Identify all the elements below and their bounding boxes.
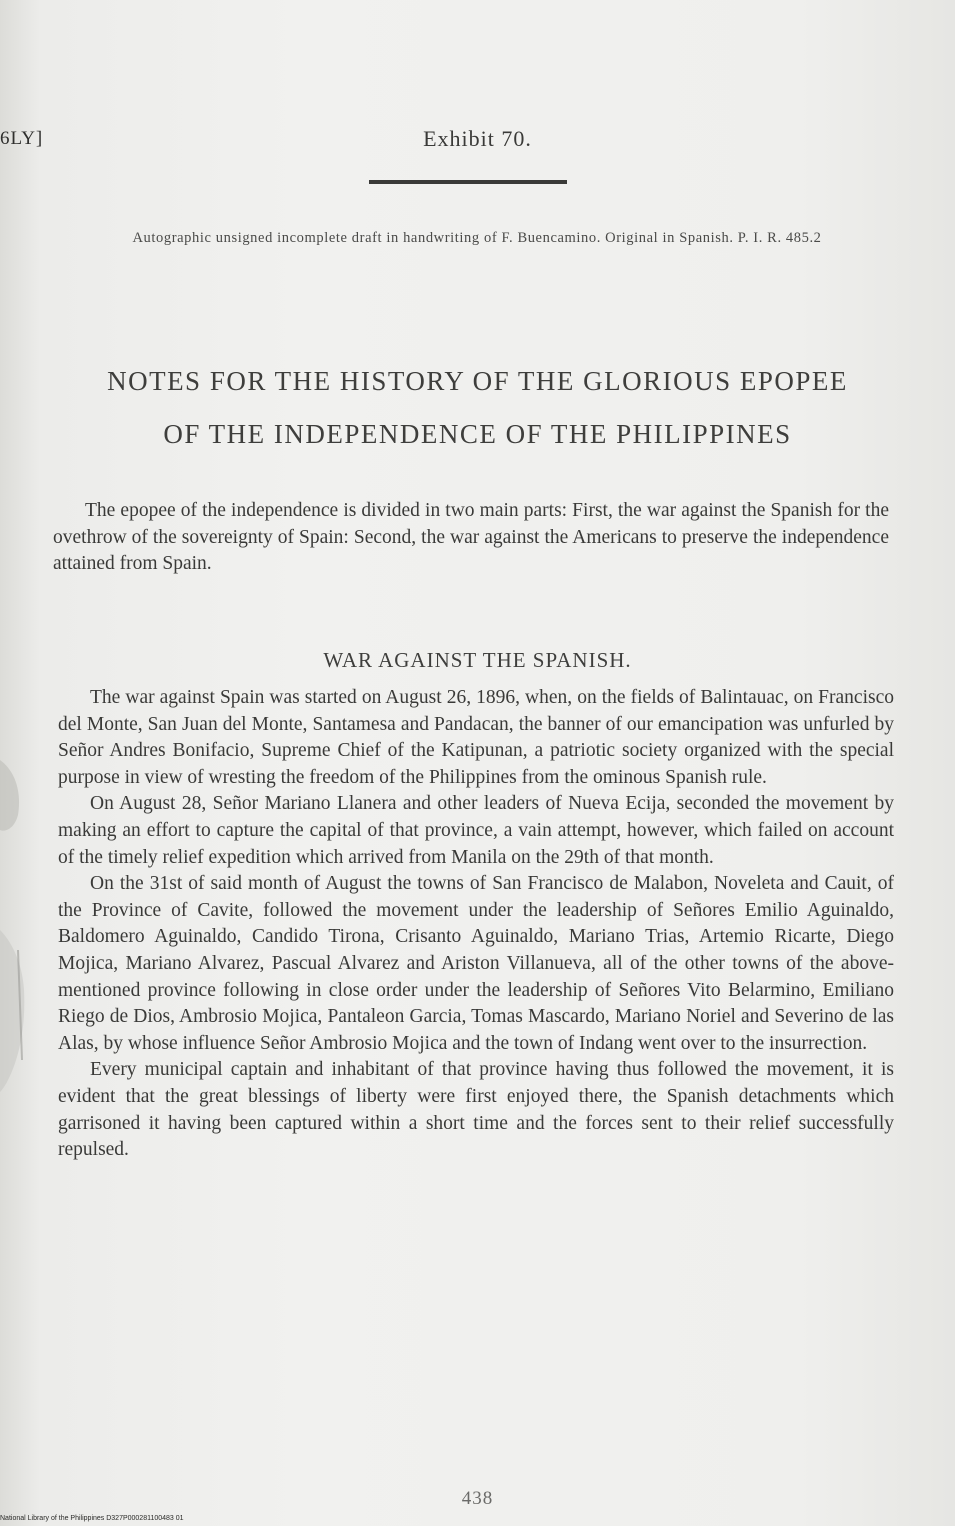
source-note: Autographic unsigned incomplete draft in handwriting of F. Buencamino. Original in Spanish. P. I. R. 485.2 xyxy=(132,230,822,246)
paragraph: On the 31st of said month of August the towns of San Francisco de Malabon, Noveleta and Cauit, of the Province of Cavite, followed the movement under the leadership of Señores Emilio Aguinaldo, Baldomero Aguinaldo, Candido Tirona, Crisanto Aguinaldo, Mariano Trias, Artemio Ricarte, Diego Mojica, Mariano Alvarez, Pascual Alvarez and Ariston Villanueva, all of the other towns of the above-mentioned province following in close order under the leadership of Señores Vito Belarmino, Emiliano Riego de Dios, Ambrosio Mojica, Pantaleon Garcia, Tomas Mascardo, Mariano Noriel and Severino de las Alas, by whose influence Señor Ambrosio Mojica and the town of Indang went over to the insurrection. xyxy=(58,873,894,1054)
paragraph: The war against Spain was started on August 26, 1896, when, on the fields of Balintauac, on Francisco del Monte, San Juan del Monte, Santamesa and Pandacan, the banner of our emancipation was unfurled by Señor Andres Bonifacio, Supreme Chief of the Katipunan, a patriotic society organized with the special purpose in view of wresting the freedom of the Philippines from the ominous Spanish rule. xyxy=(58,687,894,788)
intro-paragraph xyxy=(53,498,889,578)
body-text xyxy=(58,685,894,1164)
paragraph: On August 28, Señor Mariano Llanera and other leaders of Nueva Ecija, seconded the movement by making an effort to capture the capital of that province, a vain attempt, however, which failed on account of the timely relief expedition which arrived from Manila on the 29th of that month. xyxy=(58,793,894,868)
document-title-line-2: OF THE INDEPENDENCE OF THE PHILIPPINES xyxy=(163,419,792,449)
page-number: 438 xyxy=(461,1488,494,1509)
document-title-line-1: NOTES FOR THE HISTORY OF THE GLORIOUS EPOPEE xyxy=(107,366,848,396)
section-heading: WAR AGAINST THE SPANISH. xyxy=(323,648,632,672)
page-edge-stain xyxy=(0,760,40,1100)
exhibit-title: Exhibit 70. xyxy=(423,126,532,151)
footer-credit: National Library of the Philippines D327P000281100483 01 xyxy=(0,1515,184,1522)
intro-text: The epopee of the independence is divided in two main parts: First, the war against the Spanish for the ovethrow of the sovereignty of Spain: Second, the war against the Americans to preserve the independence attained from Spain. xyxy=(53,500,889,574)
paragraph: Every municipal captain and inhabitant of that province having thus followed the movement, it is evident that the great blessings of liberty were first enjoyed there, the Spanish detachments which garrisoned it having been captured within a short time and the forces sent to their relief successfully repulsed. xyxy=(58,1059,894,1161)
title-rule xyxy=(369,180,567,184)
margin-mark: 6LY] xyxy=(0,128,44,149)
